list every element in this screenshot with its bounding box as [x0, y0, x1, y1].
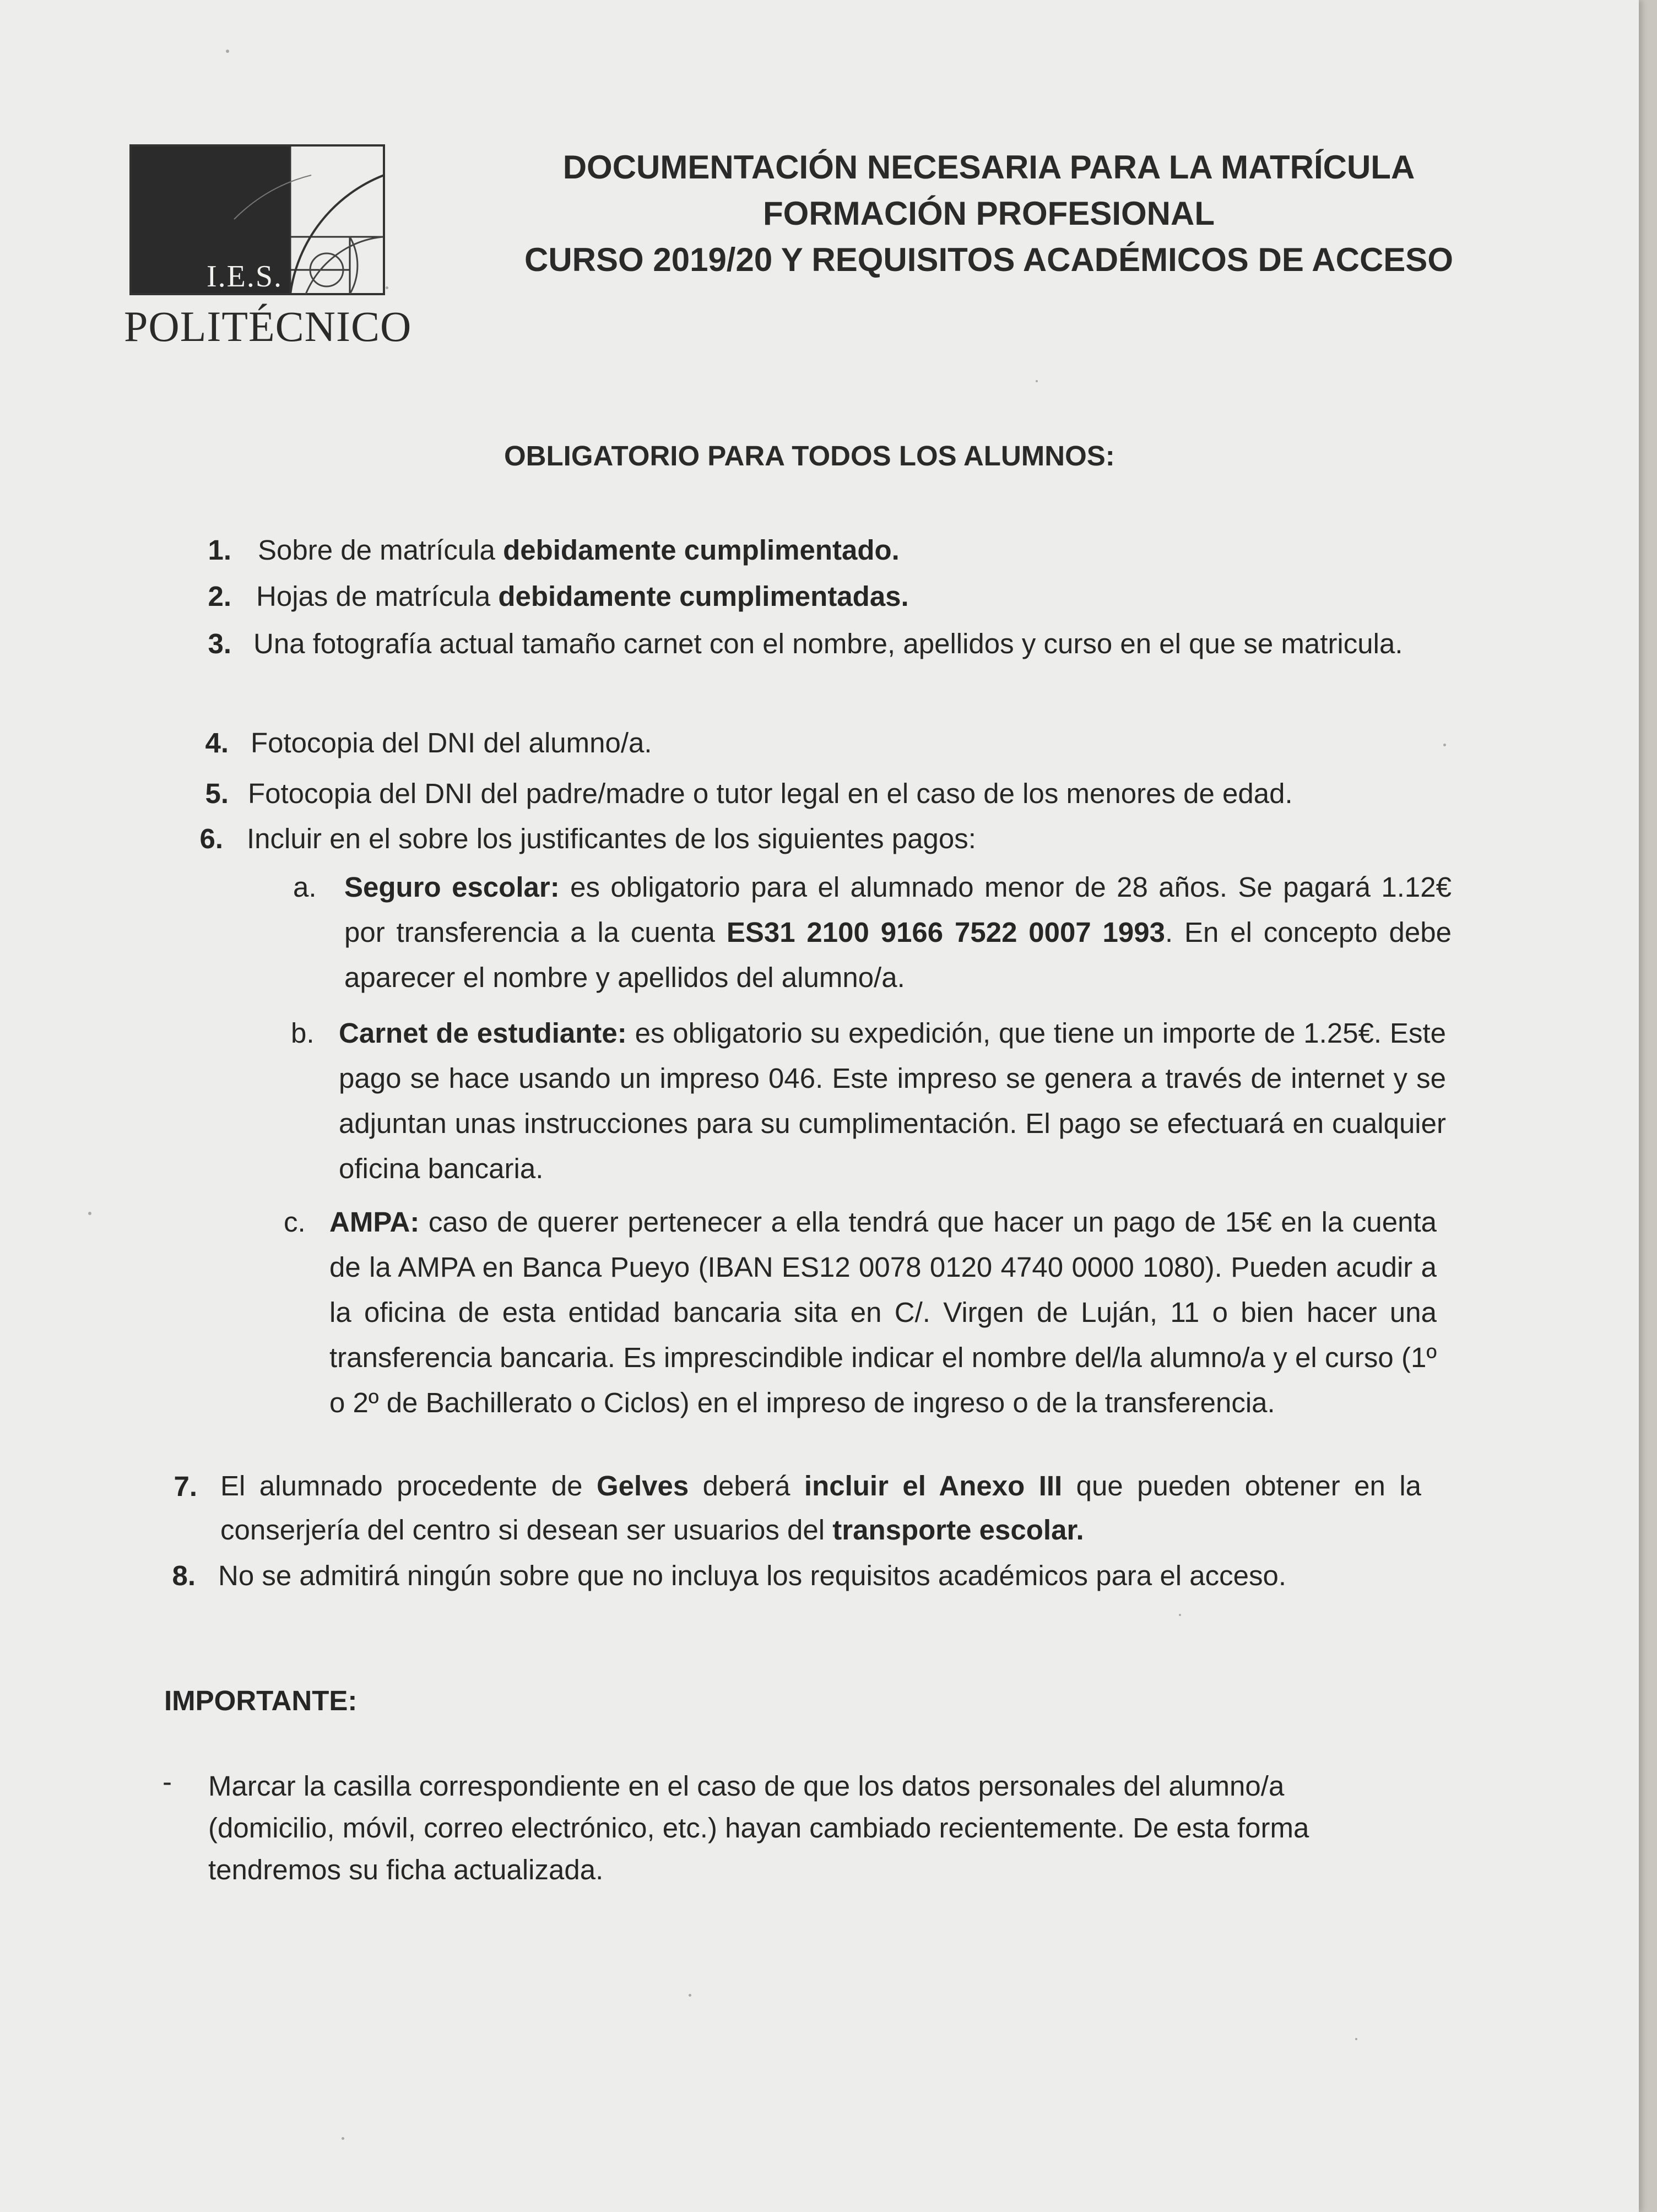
- important-heading: IMPORTANTE:: [164, 1685, 358, 1716]
- speck: [689, 1994, 691, 1997]
- speck: [386, 286, 388, 289]
- item-7-bold-2: incluir el Anexo III: [804, 1470, 1063, 1501]
- item-7-text-3: que pueden obtener en la conserjería del centro si desean ser usuarios del: [220, 1470, 1422, 1546]
- list-item-3: Una fotografía actual tamaño carnet con el nombre, apellidos y curso en el que se matricula.: [253, 628, 1403, 659]
- sub-item-b-title: Carnet de estudiante:: [339, 1017, 627, 1049]
- item-7-bold-1: Gelves: [596, 1470, 689, 1501]
- speck: [1355, 2038, 1357, 2040]
- item-number-2: 2.: [208, 581, 231, 612]
- sub-item-a-text-1: es obligatorio para el alumnado menor de 28 años. Se pagará 1.12€ por transferencia a la cuenta: [344, 871, 1452, 948]
- item-number-3: 3.: [208, 628, 231, 659]
- item-number-6: 6.: [199, 823, 223, 854]
- sub-item-letter-a: a.: [293, 871, 317, 903]
- item-number-4: 4.: [205, 727, 229, 758]
- speck: [342, 2137, 344, 2140]
- sub-item-b-text: es obligatorio su expedición, que tiene un importe de 1.25€. Este pago se hace usando un impreso 046. Este impreso se genera a través de internet y se adjuntan unas instrucciones para su cumplimentación. El pago se efectuará en cualquier oficina bancaria.: [339, 1017, 1446, 1184]
- sub-item-letter-c: c.: [284, 1206, 306, 1238]
- item-2-text: Hojas de matrícula: [256, 581, 499, 612]
- logo-ies-text: I.E.S.: [207, 259, 283, 294]
- item-2-bold: debidamente cumplimentadas.: [498, 581, 909, 612]
- item-1-text: Sobre de matrícula: [258, 534, 503, 566]
- important-note: Marcar la casilla correspondiente en el caso de que los datos personales del alumno/a (domicilio, móvil, correo electrónico, etc.) hayan cambiado recientemente. De esta forma tendremos su ficha actualizada.: [208, 1770, 1309, 1885]
- sub-item-c-text: caso de querer pertenecer a ella tendrá que hacer un pago de 15€ en la cuenta de la AMPA en Banca Pueyo (IBAN ES12 0078 0120 4740 0000 1080). Pueden acudir a la oficina de esta entidad bancaria sita en C/. Virgen de Luján, 11 o bien hacer una transferencia bancaria. Es imprescindible indicar el nombre del/la alumno/a y el curso (1º o 2º de Bachillerato o Ciclos) en el impreso de ingreso o de la transferencia.: [329, 1206, 1437, 1418]
- sub-item-c: [329, 1200, 1437, 1425]
- item-number-5: 5.: [205, 778, 229, 809]
- list-item-4: Fotocopia del DNI del alumno/a.: [251, 727, 652, 758]
- sub-item-a-text-2: . En el concepto debe aparecer el nombre y apellidos del alumno/a.: [344, 917, 1452, 993]
- list-item-7: [220, 1464, 1421, 1552]
- item-7-text-1: El alumnado procedente de: [220, 1470, 597, 1501]
- speck: [226, 50, 229, 53]
- speck: [1179, 1614, 1181, 1616]
- item-number-7: 7.: [174, 1471, 197, 1502]
- header-line-3: CURSO 2019/20 Y REQUISITOS ACADÉMICOS DE ACCESO: [524, 241, 1453, 278]
- list-item-1: [258, 528, 900, 573]
- list-item-8: No se admitirá ningún sobre que no incluya los requisitos académicos para el acceso.: [218, 1560, 1287, 1591]
- list-item-2: [256, 574, 909, 619]
- item-7-bold-3: transporte escolar.: [832, 1514, 1084, 1546]
- item-number-8: 8.: [172, 1560, 196, 1591]
- sub-item-letter-b: b.: [291, 1017, 315, 1049]
- sub-item-a-account: ES31 2100 9166 7522 0007 1993: [726, 917, 1166, 948]
- sub-item-a-title: Seguro escolar:: [344, 871, 560, 903]
- list-item-5: Fotocopia del DNI del padre/madre o tutor legal en el caso de los menores de edad.: [248, 778, 1293, 809]
- item-number-1: 1.: [208, 534, 231, 566]
- list-item-6: Incluir en el sobre los justificantes de los siguientes pagos:: [247, 823, 976, 854]
- item-1-bold: debidamente cumplimentado.: [503, 534, 900, 566]
- item-7-text-2: deberá: [689, 1470, 804, 1501]
- bullet-dash: -: [163, 1766, 172, 1797]
- speck: [1036, 380, 1038, 382]
- logo-school-name: POLITÉCNICO: [124, 302, 412, 350]
- speck: [88, 1212, 91, 1215]
- speck: [1443, 744, 1446, 746]
- sub-item-c-title: AMPA:: [329, 1206, 420, 1238]
- school-logo: [124, 142, 412, 350]
- section-heading: OBLIGATORIO PARA TODOS LOS ALUMNOS:: [504, 440, 1115, 471]
- header-line-2: FORMACIÓN PROFESIONAL: [763, 195, 1215, 232]
- document-header: [441, 144, 1537, 283]
- header-line-1: DOCUMENTACIÓN NECESARIA PARA LA MATRÍCULA: [562, 149, 1415, 186]
- sub-item-a: [344, 865, 1452, 1000]
- sub-item-b: [339, 1011, 1446, 1191]
